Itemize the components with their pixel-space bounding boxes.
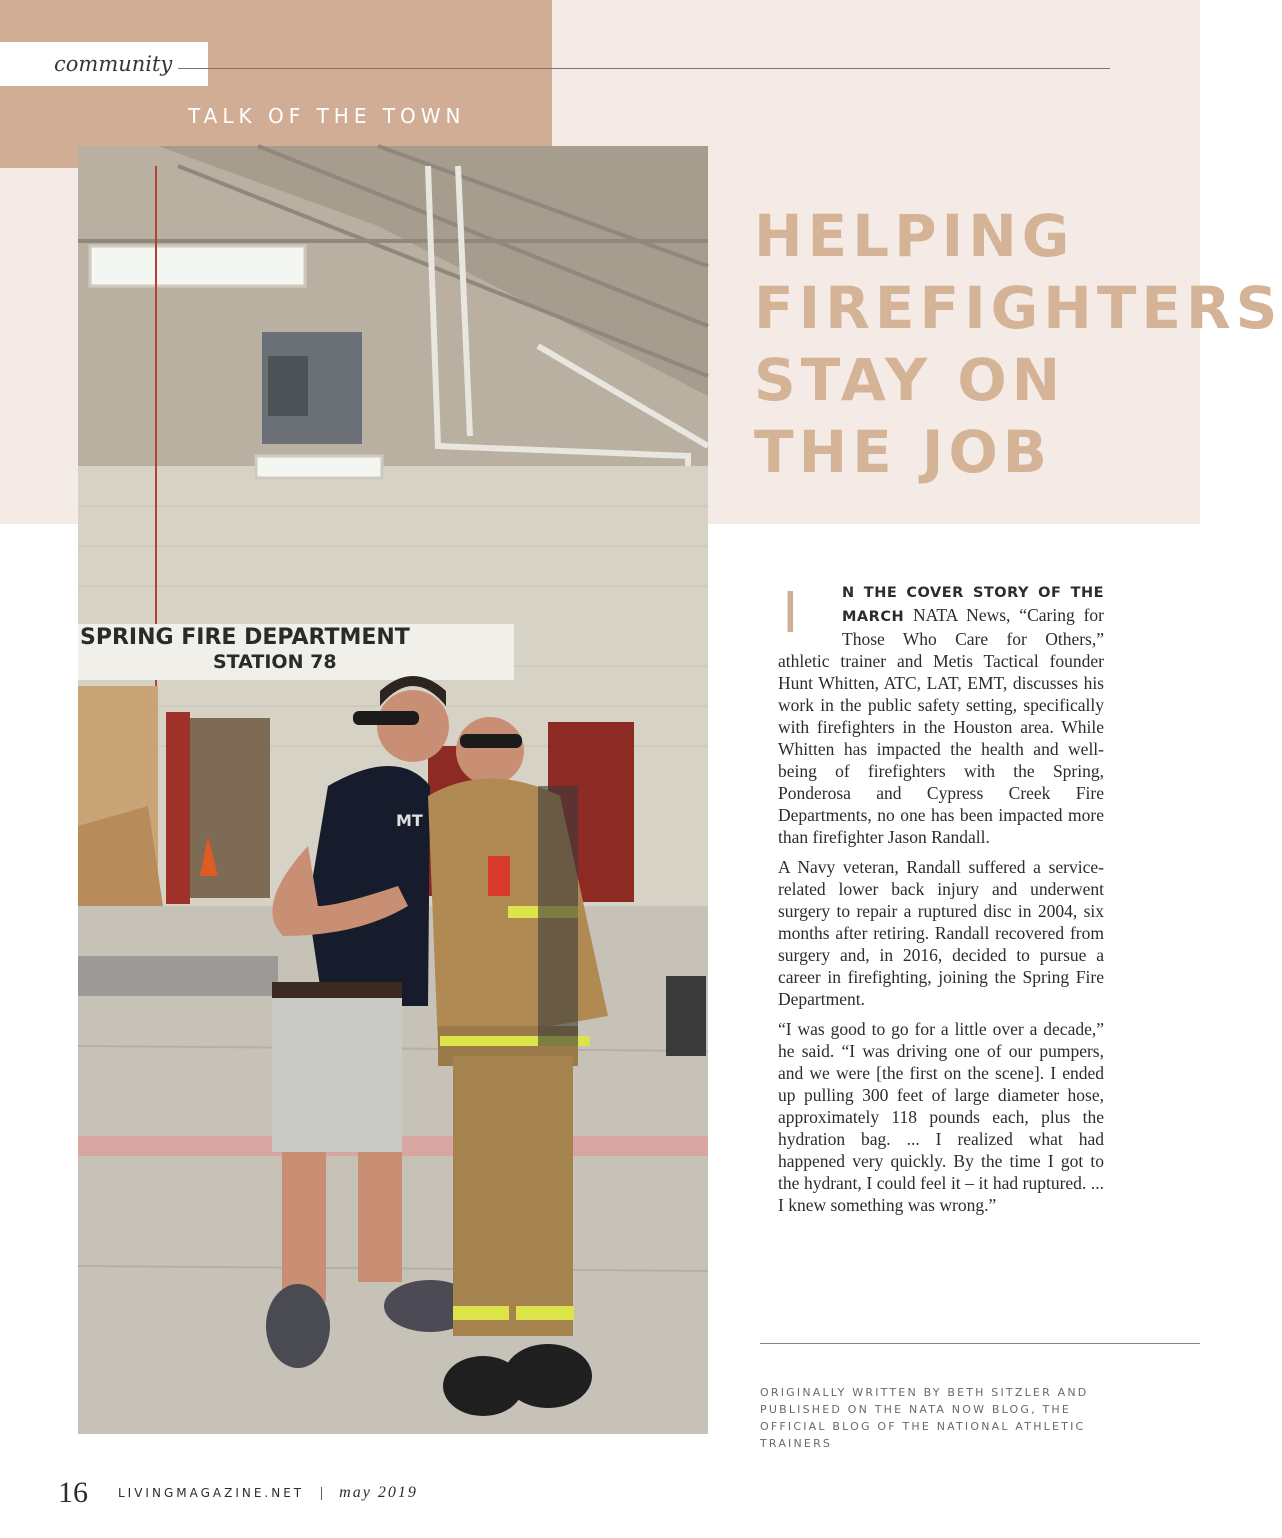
page-footer xyxy=(58,1476,418,1510)
headline-line-3: STAY ON xyxy=(754,346,1066,414)
paragraph-1-text: NATA News, “Caring for Those Who Care for Others,” athletic trainer and Metis Tactical founder Hunt Whitten, ATC, LAT, EMT, discusses his work in the public safety setting, specifically with firefighters in the Houston area. While Whitten has impacted the health and well-being of firefighters with the Spring, Ponderosa and Cypress Creek Fire Departments, no one has been impacted more than firefighter Jason Randall. xyxy=(778,605,1104,847)
drop-cap: I xyxy=(782,581,799,646)
sign-line1: SPRING FIRE DEPARTMENT xyxy=(80,625,410,650)
feature-photo xyxy=(78,146,708,1434)
footer-website: LIVINGMAGAZINE.NET xyxy=(118,1486,305,1500)
footer-issue-date: may 2019 xyxy=(339,1484,418,1501)
page-number: 16 xyxy=(58,1476,88,1509)
headline-line-4: THE JOB xyxy=(754,418,1053,486)
paragraph-3: “I was good to go for a little over a decade,” he said. “I was driving one of our pumpers, and we were [the first on the scene]. I ended up pulling 300 feet of large diameter hose, approximately 118 pounds each, plus the hydration bag. ... I realized what had happened very quickly. By the time I got to the hydrant, I could feel it – it had ruptured. ... I knew something was wrong.” xyxy=(778,1019,1104,1215)
article-body xyxy=(778,580,1104,1224)
article-headline xyxy=(754,200,1282,488)
lead-in-caps: N THE COVER STORY OF THE MARCH xyxy=(842,585,1104,625)
kicker-title: TALK OF THE TOWN xyxy=(188,104,466,128)
footer-separator: | xyxy=(320,1484,324,1501)
sign-line2: STATION 78 xyxy=(213,651,337,673)
paragraph-2: A Navy veteran, Randall suffered a service-related lower back injury and underwent surgery to repair a ruptured disc in 2004, six months after retiring. Randall recovered from surgery and, in 2016, decided to pursue a career in firefighting, joining the Spring Fire Department. xyxy=(778,857,1104,1009)
headline-line-1: HELPING xyxy=(754,202,1075,270)
shirt-logo: MT xyxy=(396,811,423,830)
source-credit: ORIGINALLY WRITTEN BY BETH SITZLER AND PUBLISHED ON THE NATA NOW BLOG, THE OFFICIAL BLOG OF THE NATIONAL ATHLETIC TRAINERS xyxy=(760,1386,1089,1450)
section-label: community xyxy=(0,42,208,86)
paragraph-1 xyxy=(778,580,1104,848)
headline-line-2: FIREFIGHTERS xyxy=(754,274,1282,342)
credit-rule xyxy=(760,1343,1200,1344)
header-rule xyxy=(178,68,1110,69)
